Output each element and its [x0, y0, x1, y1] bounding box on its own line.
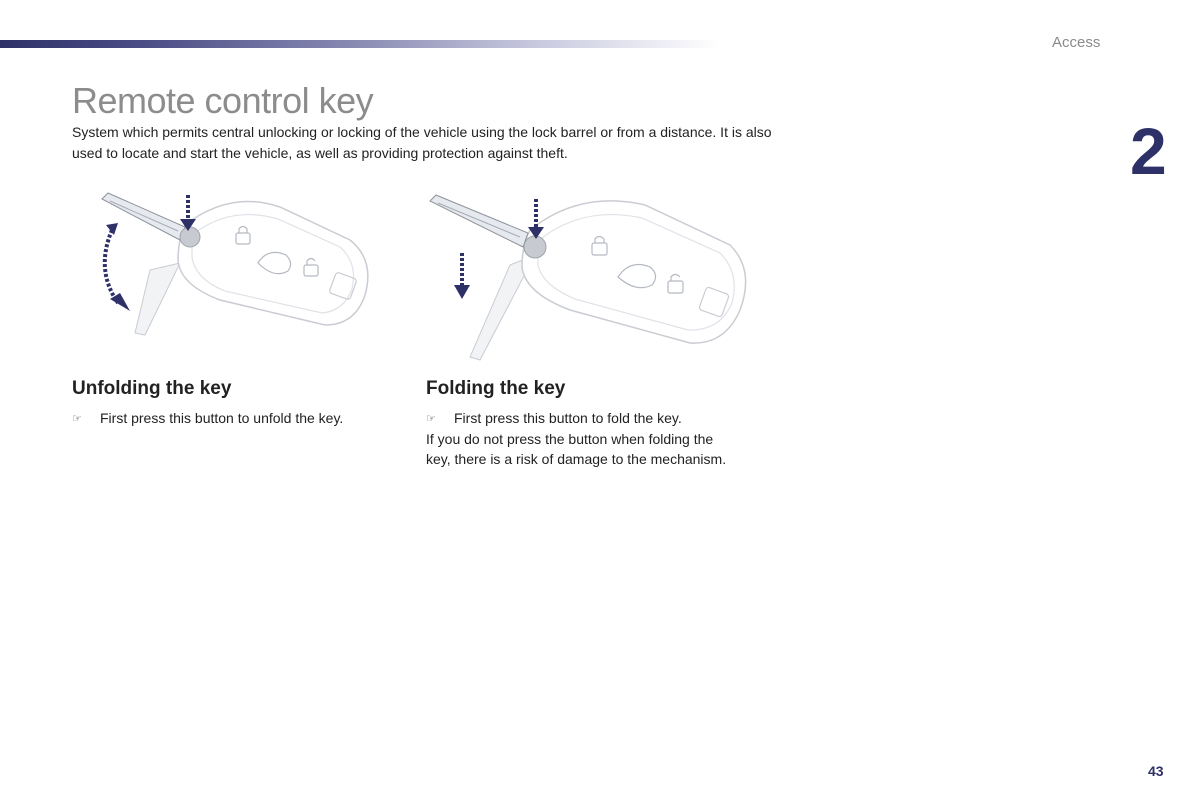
section-label: Access: [1052, 34, 1101, 51]
intro-paragraph: System which permits central unlocking or locking of the vehicle using the lock barrel or from a distance. It is also used to locate and start the vehicle, as well as providing protection against theft.: [72, 124, 772, 161]
chapter-number: 2: [1130, 114, 1167, 188]
header-gradient-bar: [0, 40, 720, 48]
rotation-arrow-icon: [105, 230, 118, 303]
folding-section: [426, 378, 736, 469]
pointing-hand-icon: ☞: [426, 413, 436, 425]
release-button: [524, 236, 546, 258]
unfolding-step-text: First press this button to unfold the key.: [100, 410, 344, 426]
key-fold-illustration: [420, 185, 760, 370]
unfolding-section: [72, 378, 392, 429]
folding-step-text: First press this button to fold the key.: [454, 410, 682, 426]
page-title: Remote control key: [72, 80, 374, 121]
unfolding-step: [72, 408, 392, 429]
unfolding-heading: Unfolding the key: [72, 378, 232, 399]
blade-ghost: [135, 263, 180, 335]
release-button: [180, 227, 200, 247]
folding-warning-note: If you do not press the button when folding the key, there is a risk of damage to the mechanism.: [426, 431, 727, 467]
page-number: 43: [1148, 763, 1164, 779]
key-unfold-illustration: [90, 185, 380, 345]
key-blade: [430, 195, 528, 247]
pointing-hand-icon: ☞: [72, 413, 82, 425]
folding-heading: Folding the key: [426, 378, 566, 399]
folding-step: [426, 408, 736, 429]
key-fob-body: [522, 201, 746, 343]
